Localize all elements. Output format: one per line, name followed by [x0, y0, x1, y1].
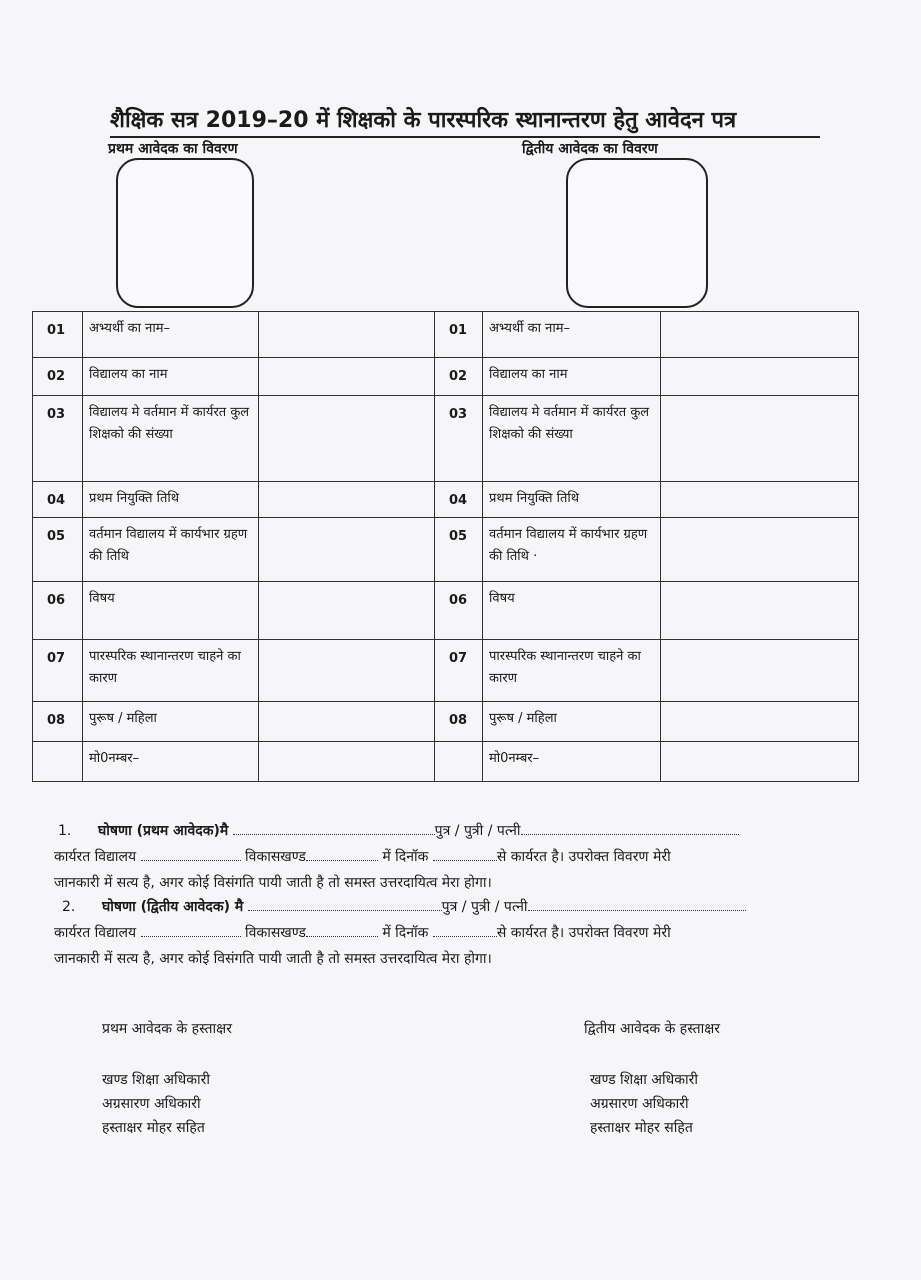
row-number-left: 03	[33, 396, 83, 482]
row-value-right[interactable]	[661, 640, 859, 702]
declaration-1-relative-blank[interactable]	[521, 820, 739, 835]
row-value-right[interactable]	[661, 702, 859, 742]
row-label-left: वर्तमान विद्यालय में कार्यभार ग्रहण की तिथि	[83, 518, 259, 582]
declaration-2-block-blank[interactable]	[306, 922, 378, 937]
row-label-left: विद्यालय मे वर्तमान में कार्यरत कुल शिक्षको की संख्या	[83, 396, 259, 482]
row-number-right: 01	[435, 312, 483, 358]
row-label-right: मो0नम्बर–	[483, 742, 661, 782]
officer-left-line: अग्रसारण अधिकारी	[102, 1096, 201, 1112]
declaration-2-name-blank[interactable]	[248, 896, 442, 911]
row-value-left[interactable]	[259, 482, 435, 518]
row-value-right[interactable]	[661, 742, 859, 782]
declaration-2-relation: पुत्र / पुत्री / पत्नी	[441, 899, 528, 915]
row-value-right[interactable]	[661, 518, 859, 582]
row-value-right[interactable]	[661, 358, 859, 396]
row-value-left[interactable]	[259, 312, 435, 358]
declaration-2-relative-blank[interactable]	[528, 896, 746, 911]
row-number-right	[435, 742, 483, 782]
row-value-right[interactable]	[661, 482, 859, 518]
table-row	[33, 312, 859, 358]
officer-left-line: खण्ड शिक्षा अधिकारी	[102, 1072, 210, 1088]
declaration-1-date: में दिनॉक	[382, 849, 429, 865]
row-value-right[interactable]	[661, 582, 859, 640]
declaration-1-school: कार्यरत विद्यालय	[54, 849, 137, 865]
officer-right-line: खण्ड शिक्षा अधिकारी	[590, 1072, 698, 1088]
declaration-2-line-2	[54, 921, 844, 945]
row-number-left	[33, 742, 83, 782]
declaration-2-end: जानकारी में सत्य है, अगर कोई विसंगति पायी जाती है तो समस्त उत्तरदायित्व मेरा होगा।	[54, 951, 492, 967]
declaration-2-start: घोषणा (द्वितीय आवेदक) मै	[102, 899, 244, 915]
row-number-left: 06	[33, 582, 83, 640]
form-title: शैक्षिक सत्र 2019–20 में शिक्षको के पारस्परिक स्थानान्तरण हेतु आवेदन पत्र	[110, 104, 820, 138]
table-row	[33, 582, 859, 640]
row-value-left[interactable]	[259, 702, 435, 742]
declaration-1-name-blank[interactable]	[233, 820, 435, 835]
applicant2-photo-box	[566, 158, 708, 308]
declaration-1-date-blank[interactable]	[433, 846, 497, 861]
declaration-1-block: विकासखण्ड	[245, 849, 306, 865]
row-value-right[interactable]	[661, 312, 859, 358]
table-row	[33, 518, 859, 582]
declaration-1-school-blank[interactable]	[141, 846, 241, 861]
row-number-left: 04	[33, 482, 83, 518]
declaration-1-line-2	[54, 845, 844, 869]
officer-right-block	[590, 1068, 698, 1140]
row-value-left[interactable]	[259, 582, 435, 640]
declaration-2-school: कार्यरत विद्यालय	[54, 925, 137, 941]
row-number-right: 05	[435, 518, 483, 582]
declaration-1-block-blank[interactable]	[306, 846, 378, 861]
row-label-right: पारस्परिक स्थानान्तरण चाहने का कारण	[483, 640, 661, 702]
applicant1-heading: प्रथम आवेदक का विवरण	[108, 141, 238, 157]
row-label-left: विषय	[83, 582, 259, 640]
row-number-right: 04	[435, 482, 483, 518]
row-label-right: प्रथम नियुक्ति तिथि	[483, 482, 661, 518]
table-row	[33, 396, 859, 482]
row-number-right: 06	[435, 582, 483, 640]
table-row	[33, 482, 859, 518]
row-number-right: 08	[435, 702, 483, 742]
row-value-left[interactable]	[259, 742, 435, 782]
applicant1-signature: प्रथम आवेदक के हस्ताक्षर	[102, 1021, 232, 1037]
table-row	[33, 640, 859, 702]
row-number-right: 03	[435, 396, 483, 482]
declaration-1-number: 1.	[58, 823, 72, 839]
row-number-left: 05	[33, 518, 83, 582]
declaration-2-date: में दिनॉक	[382, 925, 429, 941]
applicant2-signature: द्वितीय आवेदक के हस्ताक्षर	[584, 1021, 721, 1037]
row-number-left: 02	[33, 358, 83, 396]
row-value-right[interactable]	[661, 396, 859, 482]
officer-left-line: हस्ताक्षर मोहर सहित	[102, 1120, 205, 1136]
row-label-left: विद्यालय का नाम	[83, 358, 259, 396]
table-row	[33, 742, 859, 782]
officer-right-line: हस्ताक्षर मोहर सहित	[590, 1120, 693, 1136]
row-value-left[interactable]	[259, 358, 435, 396]
row-label-right: विषय	[483, 582, 661, 640]
table-row	[33, 358, 859, 396]
row-number-left: 07	[33, 640, 83, 702]
declaration-1-since: से कार्यरत है। उपरोक्त विवरण मेरी	[496, 849, 671, 865]
row-label-left: पुरूष / महिला	[83, 702, 259, 742]
declaration-1-relation: पुत्र / पुत्री / पत्नी	[434, 823, 521, 839]
row-label-left: मो0नम्बर–	[83, 742, 259, 782]
declaration-2-since: से कार्यरत है। उपरोक्त विवरण मेरी	[496, 925, 671, 941]
row-number-left: 01	[33, 312, 83, 358]
details-table	[32, 311, 859, 782]
officer-left-block	[102, 1068, 210, 1140]
table-row	[33, 702, 859, 742]
declaration-1	[54, 819, 844, 843]
officer-right-line: अग्रसारण अधिकारी	[590, 1096, 689, 1112]
row-label-left: अभ्यर्थी का नाम–	[83, 312, 259, 358]
applicant2-heading: द्वितीय आवेदक का विवरण	[522, 141, 658, 157]
row-number-right: 02	[435, 358, 483, 396]
declaration-2-number: 2.	[62, 899, 76, 915]
row-label-right: विद्यालय का नाम	[483, 358, 661, 396]
row-number-left: 08	[33, 702, 83, 742]
row-label-right: विद्यालय मे वर्तमान में कार्यरत कुल शिक्षको की संख्या	[483, 396, 661, 482]
row-label-left: पारस्परिक स्थानान्तरण चाहने का कारण	[83, 640, 259, 702]
declaration-2-block: विकासखण्ड	[245, 925, 306, 941]
applicant1-photo-box	[116, 158, 254, 308]
declaration-2-school-blank[interactable]	[141, 922, 241, 937]
row-label-left: प्रथम नियुक्ति तिथि	[83, 482, 259, 518]
row-label-right: वर्तमान विद्यालय में कार्यभार ग्रहण की तिथि ·	[483, 518, 661, 582]
row-value-left[interactable]	[259, 518, 435, 582]
row-label-right: अभ्यर्थी का नाम–	[483, 312, 661, 358]
declaration-2-date-blank[interactable]	[433, 922, 497, 937]
declaration-1-end: जानकारी में सत्य है, अगर कोई विसंगति पायी जाती है तो समस्त उत्तरदायित्व मेरा होगा।	[54, 875, 492, 891]
row-number-right: 07	[435, 640, 483, 702]
row-label-right: पुरूष / महिला	[483, 702, 661, 742]
row-value-left[interactable]	[259, 640, 435, 702]
declaration-2	[54, 895, 844, 919]
row-value-left[interactable]	[259, 396, 435, 482]
declaration-1-start: घोषणा (प्रथम आवेदक)मै	[98, 823, 229, 839]
